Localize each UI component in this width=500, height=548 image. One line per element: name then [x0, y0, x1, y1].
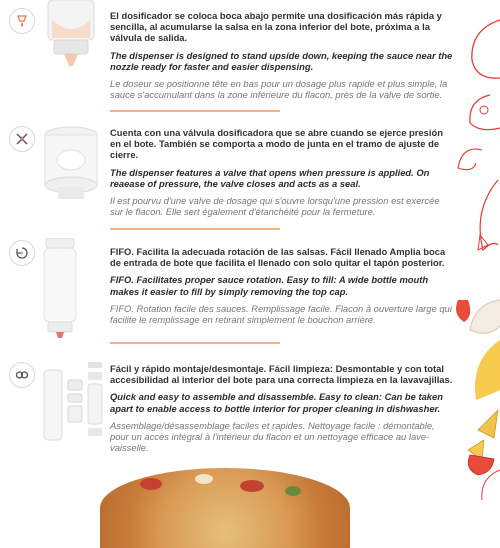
decorative-food-illustration — [440, 0, 500, 500]
french-text: Il est pourvu d'une valve de dosage qui s'ouvre lorsqu'une pression est exercée sur le flacon. Elle sert également d'étanchéité pour la fermeture. — [110, 195, 440, 218]
french-text: Le doseur se positionne tête en bas pour un dosage plus rapide et plus simple, la sauce s'accumulant dans la zone inférieure du flacon, près de la valve de sortie. — [110, 78, 448, 101]
french-text: Assemblage/désassemblage faciles et rapides. Nettoyage facile : démontable, pour un accès intégral à l'intérieur du flacon et un nettoyage efficace au lave-vaisselle. — [110, 419, 435, 454]
feature-text — [110, 363, 455, 453]
spanish-text: El dosificador se coloca boca abajo permite una dosificación más rápida y sencilla, al acumularse la salsa en la zona inferior del bote, próxima a la válvula de salida. — [110, 10, 442, 44]
feature-text — [110, 246, 455, 325]
spanish-text: Fácil y rápido montaje/desmontaje. Fácil limpieza: Desmontable y con total accesibilidad al interior del bote para una correcta limpieza en la lavavajillas. — [110, 363, 453, 386]
spanish-text: Cuenta con una válvula dosificadora que se abre cuando se ejerce presión en el bote. También se comporta a modo de junta en el tramo de ajuste de cierre. — [110, 127, 443, 161]
english-text: FIFO. Facilitates proper sauce rotation. Easy to fill: A wide bottle mouth makes it easier to fill by simply removing the top cap. — [110, 274, 429, 297]
assembly-icon — [9, 362, 35, 388]
pizza-image — [100, 468, 350, 548]
feature-text — [110, 10, 455, 100]
feature-text — [110, 127, 455, 217]
section-divider — [110, 110, 280, 112]
valve-image — [40, 125, 102, 210]
spanish-text: FIFO. Facilita la adecuada rotación de las salsas. Fácil llenado Amplia boca de entrada de bote que facilita el llenado con solo quitar el tapón posterior. — [110, 246, 446, 269]
french-text: FIFO. Rotation facile des sauces. Remplissage facile. Flacon à ouverture large qui facilite le remplissage en retirant simplement le bouchon arrière. — [110, 302, 452, 326]
no-drip-icon — [9, 126, 35, 152]
dispenser-upside-down-image — [40, 0, 102, 75]
rotation-icon — [9, 240, 35, 266]
english-text: Quick and easy to assemble and disassemble. Easy to clean: Can be taken apart to enable access to bottle interior for proper cleaning in dishwasher. — [110, 391, 443, 414]
section-divider — [110, 342, 280, 344]
drip-nozzle-icon — [9, 8, 35, 34]
english-text: The dispenser is designed to stand upside down, keeping the sauce near the nozzle ready for faster and easier dispensing. — [110, 49, 453, 72]
bottle-image — [40, 238, 80, 343]
english-text: The dispenser features a valve that opens when pressure is applied. On reaease of pressure, the valve closes and acts as a seal. — [110, 166, 430, 189]
section-divider — [110, 228, 280, 230]
disassembled-dispenser-image — [40, 360, 110, 465]
